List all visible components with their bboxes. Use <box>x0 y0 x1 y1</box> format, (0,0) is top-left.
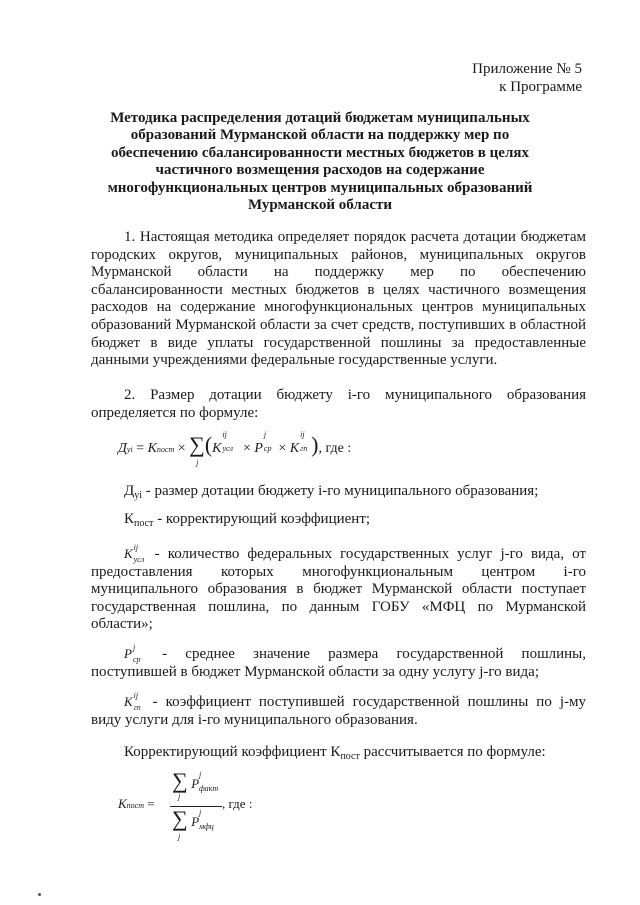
appendix-header <box>472 60 582 96</box>
definition-fee-coefficient: К ij гп - коэффициент поступившей государственной пошлины по j-му виду услуги для i-го муниципального образования. <box>91 691 586 728</box>
definition-correction: $К_{пост}$ - корректирующий коэффициент; <box>124 511 371 529</box>
appendix-number: Приложение № 5 <box>472 61 582 77</box>
paragraph-1: 1. Настоящая методика определяет порядок расчета дотации бюджетам городских округов, муниципальных районов, муниципальных округов Мурманской области на поддержку мер по обеспечению сбалансированности местных бюджетов в целях частичного возмещения расходов на содержание многофункциональных центров муниципальных образований Мурманской области за счет средств, поступивших в областной бюджет в виде уплаты государственной пошлины за предоставленные данными учреждениями федеральные государственные услуги. <box>91 229 586 369</box>
definition-subsidy: $Д_{уi}$ - размер дотации бюджету i-го муниципального образования; <box>124 483 539 501</box>
definition-average-fee: Р j ср - среднее значение размера государственной пошлины, поступившей в бюджет Мурманской области за одну услугу j-го вида; <box>91 643 586 680</box>
formula2-numerator: ∑ Р j факт j <box>172 768 219 801</box>
def-symbol-k-usl: К ij усл <box>124 543 145 564</box>
document-title: Методика распределения дотаций бюджетам муниципальных образований Мурманской области на поддержку мер по обеспечению сбалансированности местных бюджетов в целях частичного возмещения расходов на содержание многофункциональных центров муниципальных образований Мурманской области <box>107 110 533 214</box>
correction-sentence: Корректирующий коэффициент $К_{пост}$ рассчитывается по формуле: <box>124 744 546 762</box>
def-symbol-k: К <box>124 511 135 527</box>
formula-lhs: Д <box>118 441 127 456</box>
formula-subsidy: Дуi = Кпост × ∑ j (К ij усл × Р j ср × К ij гп ), где : <box>118 430 352 467</box>
formula2-where: , где : <box>222 796 253 811</box>
sum-symbol: ∑ <box>189 432 205 457</box>
formula2-denominator: ∑ Р j мфц j <box>172 806 214 841</box>
definition-services-count: К ij усл - количество федеральных государственных услуг j-го вида, от предоставления которых многофункциональным центром i-го муниципального образования в бюджет Мурманской области поступает государственная пошлина, по данным ГОБУ «МФЦ по Мурманской области»; <box>91 543 586 633</box>
scan-artifact <box>38 893 41 896</box>
paragraph-2: 2. Размер дотации бюджету i-го муниципального образования определяется по формуле: <box>91 387 586 421</box>
def-symbol-d: Д <box>124 483 135 499</box>
def-symbol-k-gp: К ij гп <box>124 691 141 712</box>
formula-correction <box>118 768 338 842</box>
formula2-lhs: Кпост = <box>118 796 155 811</box>
appendix-program: к Программе <box>499 79 582 95</box>
def-symbol-p-sr: Р j ср <box>124 643 141 664</box>
